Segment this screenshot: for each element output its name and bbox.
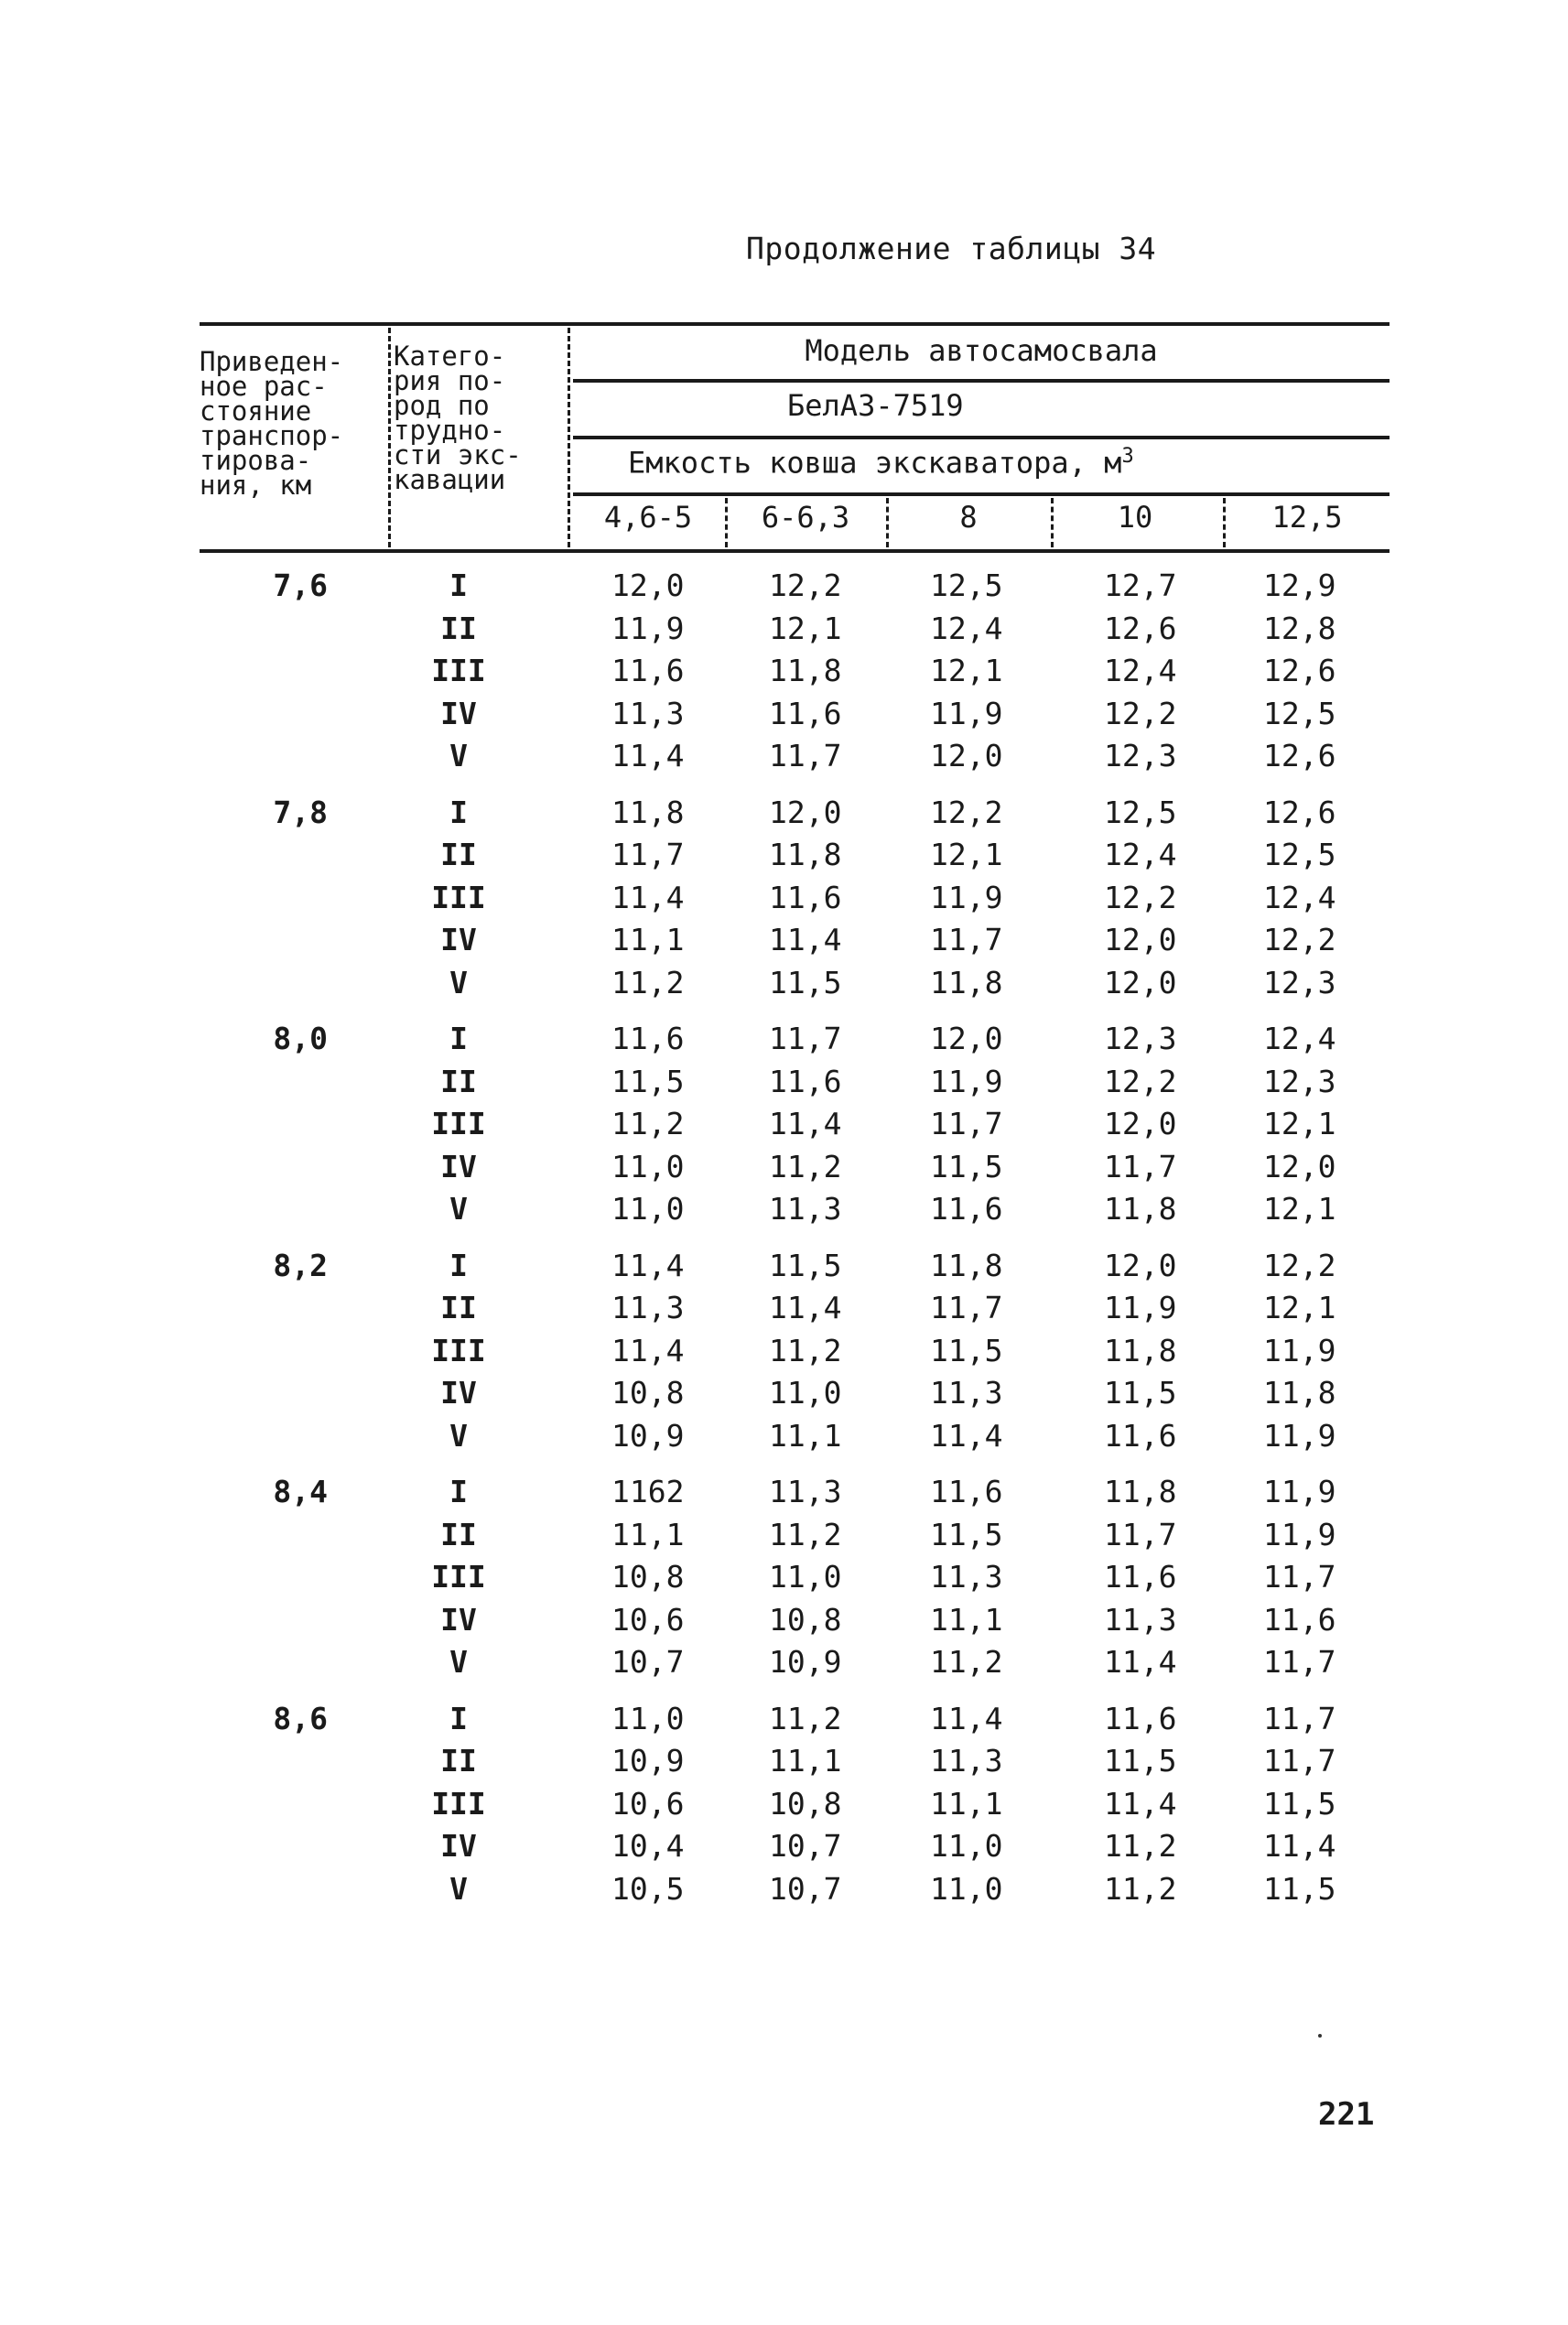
header-bottom-rule — [200, 549, 1390, 553]
value-cell: 11,5 — [611, 1063, 685, 1099]
value-cell: 11,5 — [769, 1247, 842, 1283]
value-cell: 12,3 — [1263, 964, 1336, 1000]
value-cell: 12,1 — [930, 837, 1003, 872]
value-cell: 12,6 — [1104, 610, 1177, 646]
value-cell: 11,6 — [769, 695, 842, 731]
value-cell: 12,5 — [1263, 695, 1336, 731]
category-cell: II — [440, 1516, 477, 1552]
table-row — [0, 1149, 1568, 1192]
distance-cell: 8,6 — [273, 1700, 328, 1736]
value-cell: 12,1 — [1263, 1106, 1336, 1141]
table-body — [0, 568, 1568, 1927]
value-cell: 11,6 — [1104, 1417, 1177, 1454]
value-cell: 11,0 — [611, 1148, 685, 1184]
value-cell: 12,4 — [930, 610, 1003, 646]
category-cell: III — [431, 1106, 486, 1141]
value-cell: 11,6 — [1263, 1601, 1336, 1638]
value-cell: 12,0 — [769, 794, 842, 830]
table-row — [0, 738, 1568, 781]
value-cell: 12,4 — [1263, 1021, 1336, 1056]
value-cell: 12,6 — [1263, 653, 1336, 688]
table-row — [0, 1828, 1568, 1871]
value-cell: 12,3 — [1104, 738, 1177, 773]
category-cell: IV — [440, 1828, 477, 1864]
value-cell: 11,2 — [1104, 1870, 1177, 1907]
value-cell: 10,9 — [611, 1417, 685, 1454]
category-cell: I — [449, 1700, 468, 1736]
table-row — [0, 1191, 1568, 1234]
value-cell: 11,3 — [930, 1559, 1003, 1595]
category-cell: III — [431, 1785, 486, 1822]
category-cell: III — [431, 1332, 486, 1368]
category-cell: I — [449, 1021, 468, 1056]
value-cell: 11,5 — [930, 1148, 1003, 1184]
table-row — [0, 965, 1568, 1008]
value-cell: 11,7 — [1263, 1559, 1336, 1595]
value-cell: 12,1 — [1263, 1290, 1336, 1325]
value-cell: 12,2 — [930, 794, 1003, 830]
value-cell: 11,2 — [611, 1106, 685, 1141]
value-cell: 11,8 — [769, 653, 842, 688]
value-cell: 11,7 — [1104, 1516, 1177, 1552]
model-name: БелАЗ-7519 — [787, 388, 964, 423]
value-cell: 11,7 — [769, 738, 842, 773]
value-cell: 11,8 — [930, 1247, 1003, 1283]
category-cell: V — [449, 1644, 468, 1680]
value-cell: 11,6 — [611, 1021, 685, 1056]
table-caption: Продолжение таблицы 34 — [746, 231, 1157, 266]
value-cell: 11,4 — [769, 1290, 842, 1325]
value-cell: 11,0 — [769, 1375, 842, 1411]
value-cell: 12,3 — [1263, 1063, 1336, 1099]
category-cell: V — [449, 738, 468, 773]
model-name-rule — [573, 436, 1390, 439]
category-cell: II — [440, 610, 477, 646]
value-cell: 11,7 — [1263, 1700, 1336, 1736]
value-cell: 10,8 — [769, 1601, 842, 1638]
value-cell: 11,8 — [930, 964, 1003, 1000]
header-separator-1 — [388, 328, 391, 547]
value-cell: 11,6 — [930, 1191, 1003, 1227]
value-cell: 12,5 — [1263, 837, 1336, 872]
header-distance: Приведен- ное рас- стояние транспор- тирова- ния, км — [200, 346, 344, 501]
value-cell: 11,6 — [769, 1063, 842, 1099]
value-cell: 11,2 — [1104, 1828, 1177, 1864]
bucket-label-4: 12,5 — [1271, 500, 1343, 535]
table-top-rule — [200, 322, 1390, 326]
value-cell: 11,9 — [1104, 1290, 1177, 1325]
table-row — [0, 696, 1568, 739]
table-row — [0, 1064, 1568, 1107]
value-cell: 11,3 — [1104, 1601, 1177, 1638]
value-cell: 11,4 — [769, 1106, 842, 1141]
value-cell: 11,9 — [1263, 1474, 1336, 1509]
category-cell: IV — [440, 1601, 477, 1638]
value-cell: 11,9 — [1263, 1516, 1336, 1552]
value-cell: 11,8 — [611, 794, 685, 830]
value-cell: 11,7 — [1263, 1743, 1336, 1779]
category-cell: II — [440, 1743, 477, 1779]
value-cell: 11,2 — [611, 964, 685, 1000]
value-cell: 1162 — [611, 1474, 685, 1509]
category-cell: V — [449, 964, 468, 1000]
value-cell: 11,5 — [1263, 1785, 1336, 1822]
value-cell: 10,7 — [769, 1828, 842, 1864]
value-cell: 12,2 — [1104, 1063, 1177, 1099]
category-cell: V — [449, 1191, 468, 1227]
value-cell: 11,9 — [930, 1063, 1003, 1099]
value-cell: 12,0 — [1104, 1247, 1177, 1283]
table-row — [0, 1021, 1568, 1064]
value-cell: 11,9 — [1263, 1417, 1336, 1454]
value-cell: 12,5 — [1104, 794, 1177, 830]
value-cell: 11,3 — [930, 1743, 1003, 1779]
value-cell: 12,9 — [1263, 568, 1336, 603]
value-cell: 11,0 — [769, 1559, 842, 1595]
value-cell: 11,0 — [930, 1828, 1003, 1864]
value-cell: 11,8 — [1263, 1375, 1336, 1411]
value-cell: 11,6 — [930, 1474, 1003, 1509]
category-cell: I — [449, 1247, 468, 1283]
value-cell: 11,8 — [1104, 1332, 1177, 1368]
value-cell: 11,7 — [769, 1021, 842, 1056]
value-cell: 11,6 — [1104, 1700, 1177, 1736]
table-row — [0, 1743, 1568, 1786]
value-cell: 11,4 — [1104, 1785, 1177, 1822]
category-cell: III — [431, 879, 486, 915]
value-cell: 12,6 — [1263, 738, 1336, 773]
value-cell: 11,2 — [769, 1700, 842, 1736]
value-cell: 11,8 — [769, 837, 842, 872]
bucket-label-3: 10 — [1117, 500, 1153, 535]
value-cell: 11,5 — [1104, 1743, 1177, 1779]
value-cell: 11,5 — [930, 1332, 1003, 1368]
value-cell: 12,0 — [1104, 964, 1177, 1000]
table-row — [0, 1375, 1568, 1418]
table-row — [0, 880, 1568, 923]
value-cell: 11,8 — [1104, 1474, 1177, 1509]
distance-cell: 7,6 — [273, 568, 328, 603]
table-row — [0, 653, 1568, 696]
distance-cell: 7,8 — [273, 794, 328, 830]
table-row — [0, 1474, 1568, 1517]
distance-group — [0, 1474, 1568, 1687]
value-cell: 11,7 — [930, 1106, 1003, 1141]
value-cell: 11,7 — [930, 1290, 1003, 1325]
value-cell: 12,2 — [769, 568, 842, 603]
value-cell: 11,0 — [611, 1191, 685, 1227]
table-row — [0, 611, 1568, 654]
value-cell: 11,4 — [1263, 1828, 1336, 1864]
value-cell: 12,2 — [1104, 695, 1177, 731]
table-row — [0, 1559, 1568, 1602]
category-cell: I — [449, 794, 468, 830]
value-cell: 11,0 — [611, 1700, 685, 1736]
value-cell: 12,4 — [1263, 879, 1336, 915]
value-cell: 12,5 — [930, 568, 1003, 603]
value-cell: 12,4 — [1104, 837, 1177, 872]
value-cell: 11,3 — [611, 1290, 685, 1325]
value-cell: 12,0 — [930, 738, 1003, 773]
value-cell: 11,3 — [769, 1191, 842, 1227]
value-cell: 10,9 — [611, 1743, 685, 1779]
header-model-title: Модель автосамосвала — [805, 333, 1158, 368]
table-row — [0, 1248, 1568, 1291]
value-cell: 11,2 — [769, 1148, 842, 1184]
distance-group — [0, 795, 1568, 1008]
value-cell: 12,2 — [1263, 1247, 1336, 1283]
value-cell: 11,1 — [930, 1601, 1003, 1638]
table-row — [0, 1517, 1568, 1560]
table-row — [0, 1602, 1568, 1645]
value-cell: 11,7 — [930, 922, 1003, 957]
value-cell: 11,7 — [1263, 1644, 1336, 1680]
bucket-unit-power: 3 — [1121, 445, 1134, 468]
value-cell: 10,7 — [769, 1870, 842, 1907]
table-row — [0, 1418, 1568, 1461]
category-cell: V — [449, 1870, 468, 1907]
value-cell: 12,0 — [611, 568, 685, 603]
value-cell: 10,8 — [769, 1785, 842, 1822]
category-cell: V — [449, 1417, 468, 1454]
value-cell: 12,0 — [1104, 1106, 1177, 1141]
value-cell: 11,3 — [930, 1375, 1003, 1411]
value-cell: 11,4 — [930, 1417, 1003, 1454]
table-row — [0, 837, 1568, 880]
value-cell: 11,1 — [769, 1417, 842, 1454]
value-cell: 12,0 — [1263, 1148, 1336, 1184]
value-cell: 11,0 — [930, 1870, 1003, 1907]
category-cell: IV — [440, 1375, 477, 1411]
value-cell: 11,6 — [1104, 1559, 1177, 1595]
value-cell: 11,9 — [930, 695, 1003, 731]
value-cell: 11,1 — [611, 1516, 685, 1552]
bucket-title-rule — [573, 492, 1390, 496]
table-row — [0, 922, 1568, 965]
distance-group — [0, 1701, 1568, 1914]
value-cell: 11,4 — [611, 738, 685, 773]
value-cell: 12,0 — [930, 1021, 1003, 1056]
value-cell: 11,4 — [611, 1332, 685, 1368]
table-row — [0, 1333, 1568, 1376]
distance-cell: 8,4 — [273, 1474, 328, 1509]
value-cell: 11,5 — [1263, 1870, 1336, 1907]
table-row — [0, 1871, 1568, 1914]
bucket-title: Емкость ковша экскаватора, м — [628, 445, 1122, 481]
bucket-label-0: 4,6-5 — [603, 500, 693, 535]
value-cell: 11,4 — [1104, 1644, 1177, 1680]
value-cell: 10,6 — [611, 1601, 685, 1638]
value-cell: 11,2 — [769, 1332, 842, 1368]
value-cell: 11,9 — [930, 879, 1003, 915]
value-cell: 11,9 — [611, 610, 685, 646]
value-cell: 11,6 — [769, 879, 842, 915]
model-rule — [573, 379, 1390, 383]
page-number: 221 — [1318, 2096, 1375, 2133]
value-cell: 11,4 — [930, 1700, 1003, 1736]
value-cell: 12,4 — [1104, 653, 1177, 688]
value-cell: 12,0 — [1104, 922, 1177, 957]
value-cell: 10,9 — [769, 1644, 842, 1680]
value-cell: 11,7 — [611, 837, 685, 872]
value-cell: 12,1 — [1263, 1191, 1336, 1227]
category-cell: IV — [440, 922, 477, 957]
value-cell: 11,6 — [611, 653, 685, 688]
category-cell: II — [440, 1063, 477, 1099]
value-cell: 11,8 — [1104, 1191, 1177, 1227]
distance-cell: 8,2 — [273, 1247, 328, 1283]
distance-cell: 8,0 — [273, 1021, 328, 1056]
value-cell: 10,8 — [611, 1375, 685, 1411]
distance-group — [0, 1248, 1568, 1461]
category-cell: III — [431, 653, 486, 688]
scan-dot — [1318, 2034, 1322, 2038]
category-cell: III — [431, 1559, 486, 1595]
bucket-label-2: 8 — [959, 500, 978, 535]
value-cell: 11,9 — [1263, 1332, 1336, 1368]
category-cell: II — [440, 837, 477, 872]
value-cell: 11,4 — [611, 879, 685, 915]
value-cell: 11,3 — [769, 1474, 842, 1509]
header-model-name — [787, 388, 964, 423]
value-cell: 12,1 — [769, 610, 842, 646]
category-cell: I — [449, 568, 468, 603]
category-cell: I — [449, 1474, 468, 1509]
value-cell: 11,1 — [930, 1785, 1003, 1822]
bucket-label-1: 6-6,3 — [761, 500, 850, 535]
value-cell: 11,3 — [611, 695, 685, 731]
value-cell: 10,4 — [611, 1828, 685, 1864]
table-row — [0, 1786, 1568, 1829]
value-cell: 12,8 — [1263, 610, 1336, 646]
header-category: Катего- рия по- род по трудно- сти экс- кавации — [394, 341, 522, 495]
value-cell: 10,5 — [611, 1870, 685, 1907]
table-row — [0, 795, 1568, 838]
table-row — [0, 1106, 1568, 1149]
table-row — [0, 568, 1568, 611]
table-row — [0, 1644, 1568, 1687]
value-cell: 11,7 — [1104, 1148, 1177, 1184]
value-cell: 12,7 — [1104, 568, 1177, 603]
header-bucket-title — [628, 445, 1134, 481]
value-cell: 11,1 — [769, 1743, 842, 1779]
distance-group — [0, 1021, 1568, 1234]
category-cell: IV — [440, 695, 477, 731]
value-cell: 10,8 — [611, 1559, 685, 1595]
value-cell: 11,4 — [769, 922, 842, 957]
table-row — [0, 1290, 1568, 1333]
value-cell: 10,6 — [611, 1785, 685, 1822]
value-cell: 12,6 — [1263, 794, 1336, 830]
value-cell: 11,4 — [611, 1247, 685, 1283]
value-cell: 12,3 — [1104, 1021, 1177, 1056]
value-cell: 12,2 — [1263, 922, 1336, 957]
value-cell: 11,1 — [611, 922, 685, 957]
value-cell: 11,2 — [930, 1644, 1003, 1680]
category-cell: IV — [440, 1148, 477, 1184]
value-cell: 11,2 — [769, 1516, 842, 1552]
table-row — [0, 1701, 1568, 1744]
value-cell: 11,5 — [769, 964, 842, 1000]
distance-group — [0, 568, 1568, 781]
value-cell: 10,7 — [611, 1644, 685, 1680]
value-cell: 11,5 — [930, 1516, 1003, 1552]
value-cell: 12,1 — [930, 653, 1003, 688]
value-cell: 11,5 — [1104, 1375, 1177, 1411]
value-cell: 12,2 — [1104, 879, 1177, 915]
category-cell: II — [440, 1290, 477, 1325]
